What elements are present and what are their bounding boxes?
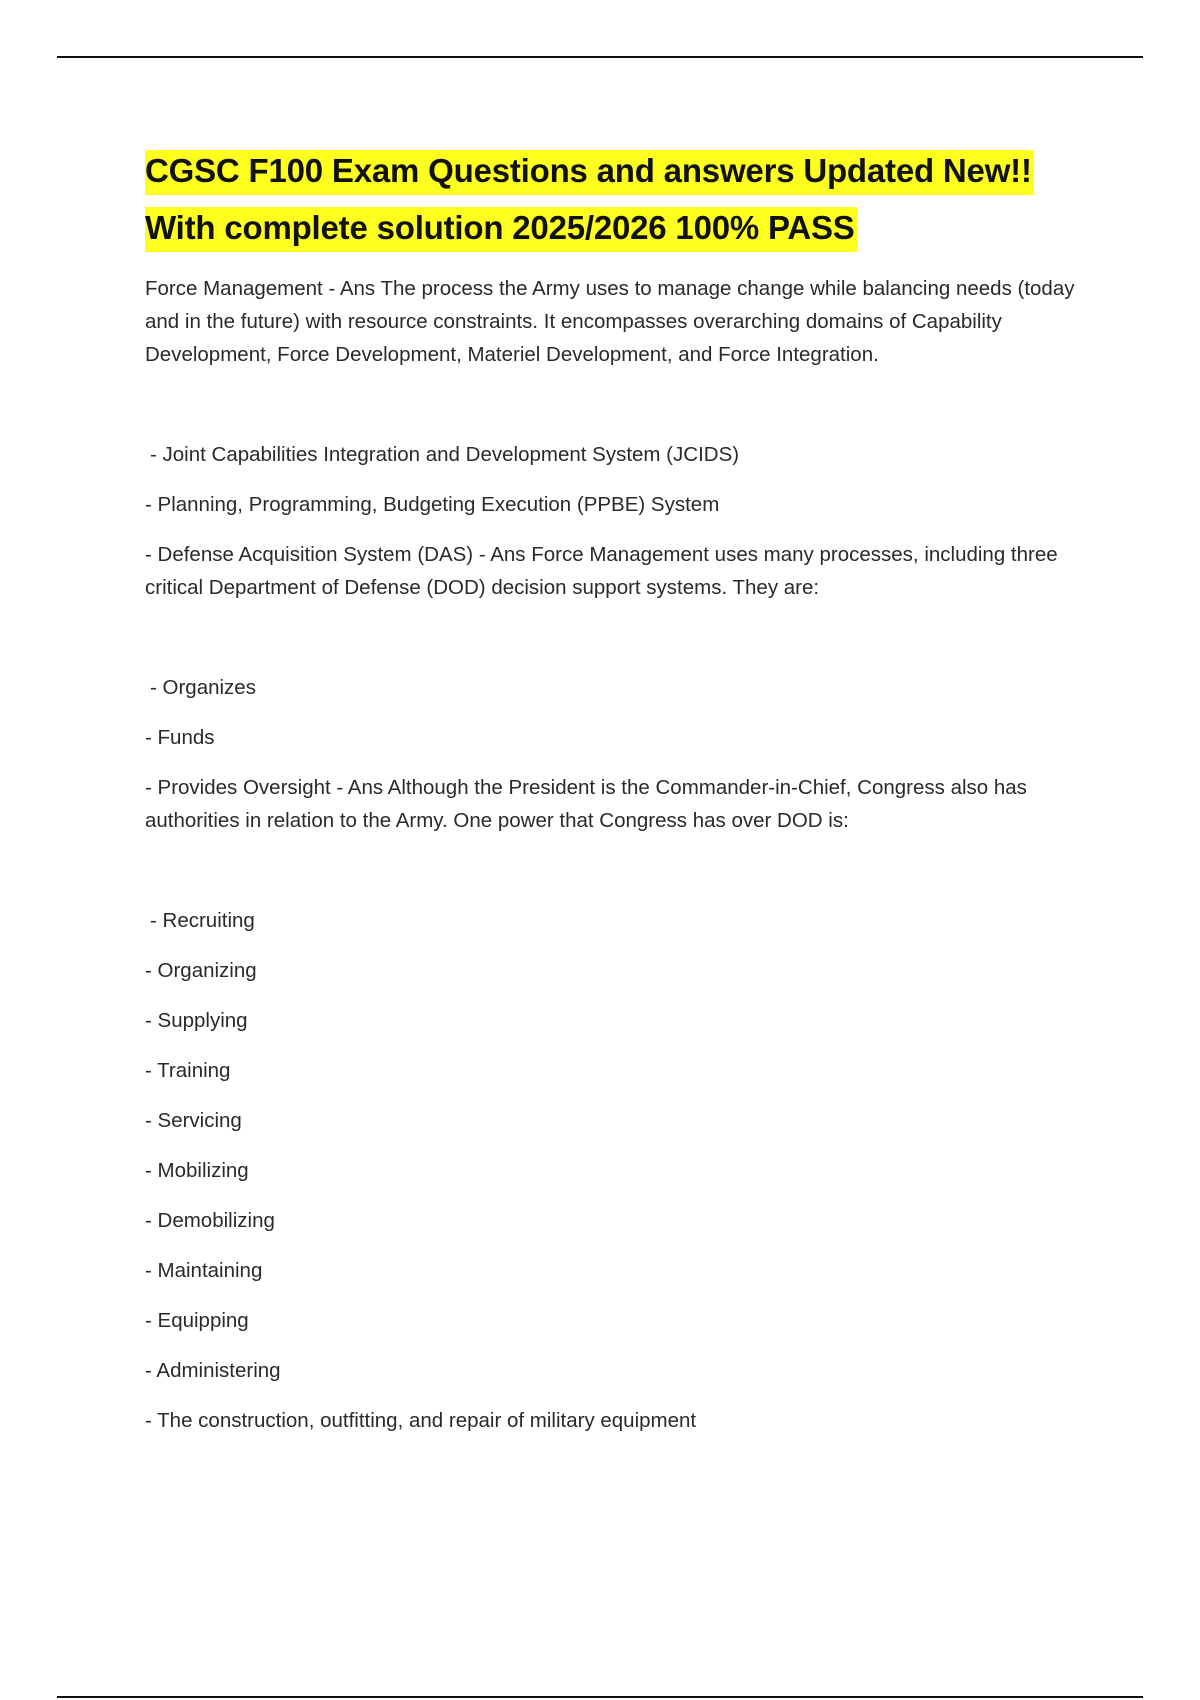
list-item-provides-oversight: - Provides Oversight - Ans Although the President is the Commander-in-Chief, Congress also has authorities in relation to the Army. One power that Congress has over DOD is:	[145, 776, 1027, 832]
list-item-servicing: - Servicing	[145, 1109, 242, 1132]
list-item-maintaining: - Maintaining	[145, 1259, 263, 1282]
footer-rule	[57, 1696, 1143, 1698]
document-body	[145, 142, 1090, 1437]
list-item-jcids: - Joint Capabilities Integration and Development System (JCIDS)	[150, 443, 740, 466]
document-title	[145, 142, 1090, 256]
list-item-recruiting: - Recruiting	[150, 909, 255, 932]
list-item-demobilizing: - Demobilizing	[145, 1209, 275, 1232]
list-item-administering: - Administering	[145, 1359, 281, 1382]
title-line-1: CGSC F100 Exam Questions and answers Updated New!!	[145, 150, 1034, 195]
list-item-supplying: - Supplying	[145, 1009, 248, 1032]
list-item-ppbe: - Planning, Programming, Budgeting Execution (PPBE) System	[145, 493, 720, 516]
list-item-mobilizing: - Mobilizing	[145, 1159, 249, 1182]
list-item-funds: - Funds	[145, 726, 215, 749]
title-line-2: With complete solution 2025/2026 100% PASS	[145, 207, 857, 252]
list-item-training: - Training	[145, 1059, 231, 1082]
paragraph-force-management: Force Management - Ans The process the Army uses to manage change while balancing needs (today and in the future) with resource constraints. It encompasses overarching domains of Capability Development, Force Development, Materiel Development, and Force Integration.	[145, 277, 1075, 366]
list-item-equipping: - Equipping	[145, 1309, 249, 1332]
list-item-organizing: - Organizing	[145, 959, 257, 982]
header-rule	[57, 56, 1143, 58]
list-item-construction: - The construction, outfitting, and repair of military equipment	[145, 1409, 697, 1432]
list-item-das: - Defense Acquisition System (DAS) - Ans Force Management uses many processes, including three critical Department of Defense (DOD) decision support systems. They are:	[145, 543, 1058, 599]
list-item-organizes: - Organizes	[150, 676, 256, 699]
